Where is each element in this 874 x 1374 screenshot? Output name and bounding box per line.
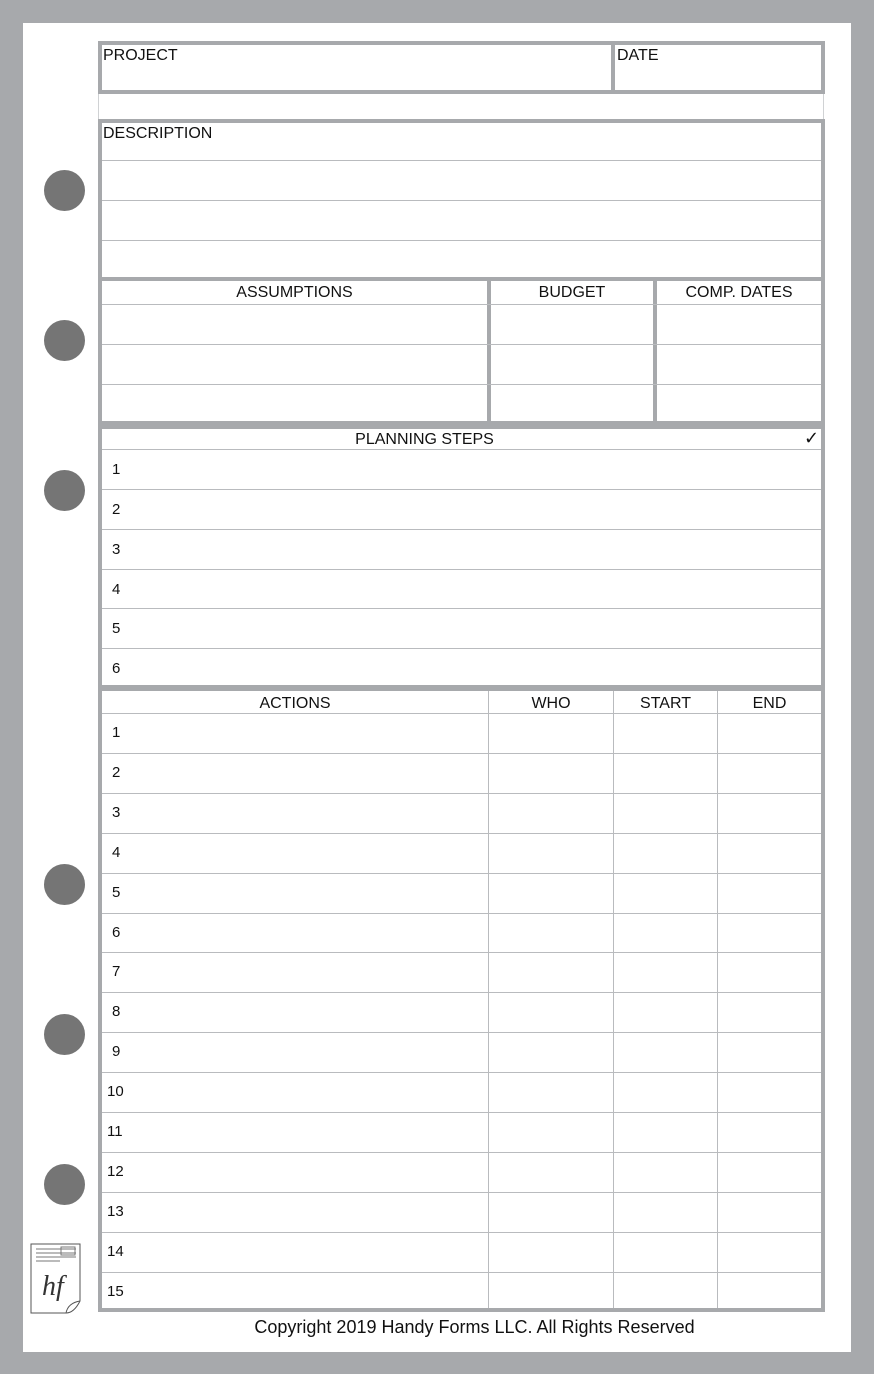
action-row[interactable] [102,1233,821,1271]
description-line[interactable] [102,200,821,201]
action-row-number: 2 [112,764,121,781]
action-row-number: 8 [112,1003,121,1020]
logo-text: hf [42,1271,64,1302]
action-row[interactable] [102,1153,821,1191]
action-row-number: 10 [107,1083,124,1100]
planning-steps-title: PLANNING STEPS [355,431,494,448]
planning-step-number: 1 [112,461,121,478]
binder-hole [44,864,85,905]
actions-label: ACTIONS [259,695,331,712]
assumptions-row-line[interactable] [102,304,821,305]
action-row-number: 3 [112,804,121,821]
copyright-footer: Copyright 2019 Handy Forms LLC. All Rights Reserved [254,1317,695,1337]
description-box [98,119,825,425]
budget-label: BUDGET [538,284,606,301]
planning-row-line[interactable] [102,489,821,490]
action-row-number: 12 [107,1163,124,1180]
action-row-number: 1 [112,724,121,741]
project-field[interactable] [102,68,607,90]
end-label: END [752,695,787,712]
date-label: DATE [617,47,659,64]
action-row[interactable] [102,1073,821,1111]
action-row-number: 6 [112,924,121,941]
binder-hole [44,1014,85,1055]
planning-steps-box [98,425,825,689]
binder-hole [44,470,85,511]
handy-forms-logo-icon [30,1243,84,1315]
section-divider [102,277,821,281]
who-label: WHO [531,695,571,712]
binder-hole [44,1164,85,1205]
planning-step-number: 2 [112,501,121,518]
planning-step-number: 3 [112,541,121,558]
date-field[interactable] [616,68,821,90]
action-row[interactable] [102,714,821,752]
project-label: PROJECT [103,47,178,64]
action-row-number: 15 [107,1283,124,1300]
description-label: DESCRIPTION [103,125,213,142]
planning-step-number: 4 [112,581,121,598]
planner-page [23,23,851,1352]
action-row[interactable] [102,953,821,991]
action-row[interactable] [102,834,821,872]
assumptions-label: ASSUMPTIONS [236,284,353,301]
comp-dates-label: COMP. DATES [685,284,793,301]
description-line[interactable] [102,240,821,241]
action-row[interactable] [102,993,821,1031]
action-row[interactable] [102,754,821,792]
binder-hole [44,320,85,361]
assumptions-budget-divider [487,281,491,421]
planning-row-line [102,449,821,450]
description-line[interactable] [102,160,821,161]
budget-compdates-divider [653,281,657,421]
action-row[interactable] [102,1033,821,1071]
action-row-number: 9 [112,1043,121,1060]
action-row[interactable] [102,1113,821,1151]
planning-row-line[interactable] [102,648,821,649]
action-row-number: 7 [112,963,121,980]
action-row[interactable] [102,874,821,912]
planning-row-line[interactable] [102,608,821,609]
check-icon: ✓ [804,428,820,449]
action-row[interactable] [102,794,821,832]
assumptions-row-line[interactable] [102,384,821,385]
binder-hole [44,170,85,211]
project-date-divider [611,41,615,94]
assumptions-row-line[interactable] [102,344,821,345]
action-row-number: 5 [112,884,121,901]
start-label: START [640,695,691,712]
action-row-number: 13 [107,1203,124,1220]
action-row[interactable] [102,1193,821,1231]
action-row-number: 11 [107,1123,123,1140]
spacer-strip [98,94,824,120]
action-row-number: 14 [107,1243,124,1260]
planning-row-line[interactable] [102,569,821,570]
planning-row-line[interactable] [102,529,821,530]
action-row[interactable] [102,914,821,952]
planning-step-number: 6 [112,660,121,677]
action-row-number: 4 [112,844,121,861]
action-row[interactable] [102,1273,821,1311]
planning-step-number: 5 [112,620,121,637]
